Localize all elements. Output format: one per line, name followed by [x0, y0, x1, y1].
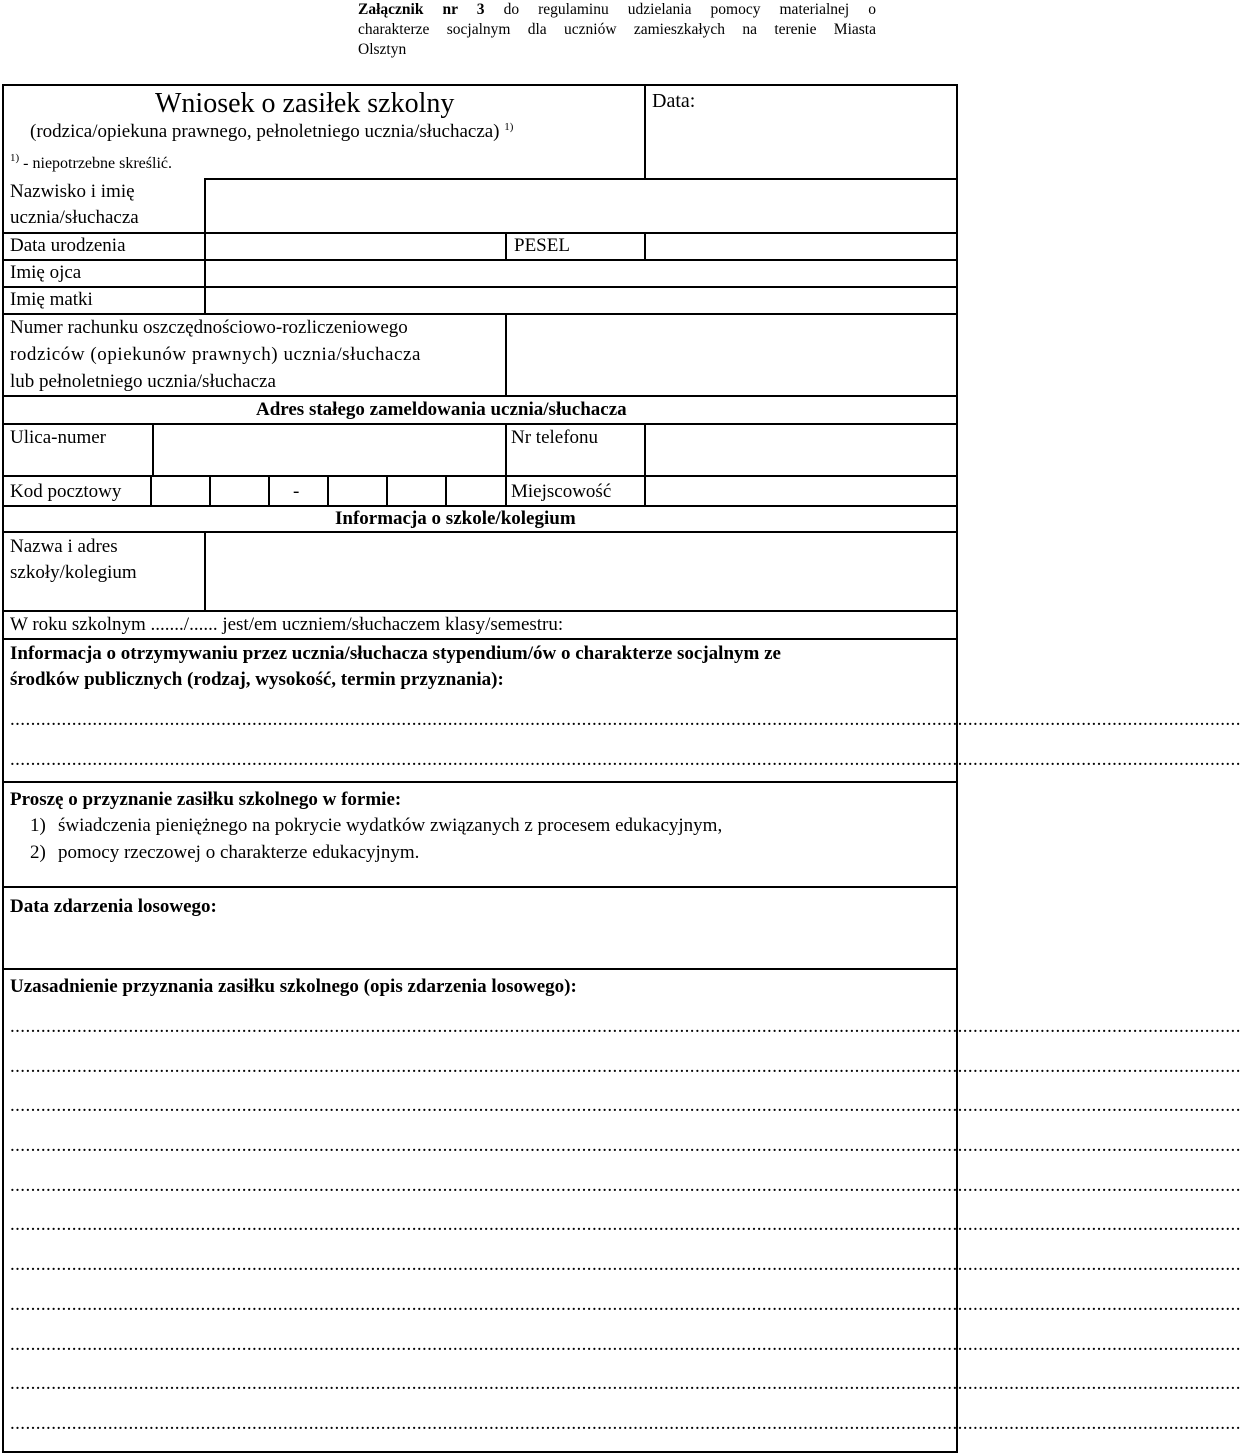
- justification-dotline-1: ...............................................................................................................................................................................................................................................: [10, 1016, 1241, 1037]
- father-label: Imię ojca: [10, 262, 82, 283]
- request-heading: Proszę o przyznanie zasiłku szkolnego w formie:: [10, 789, 402, 810]
- postal-box-5: [386, 475, 388, 506]
- school-row-top: [2, 531, 958, 533]
- school-year-line: W roku szkolnym ......./...... jest/em uczniem/słuchaczem klasy/semestru:: [10, 614, 564, 635]
- school-year-top: [2, 610, 958, 612]
- date-box-bottom: [644, 178, 958, 180]
- event-date-label: Data zdarzenia losowego:: [10, 896, 217, 917]
- option-1-text: świadczenia pieniężnego na pokrycie wydatków związanych z procesem edukacyjnym,: [58, 815, 723, 836]
- postal-box-3: [268, 475, 270, 506]
- pesel-right-divider: [644, 232, 646, 260]
- option-1-number: 1): [30, 815, 46, 836]
- event-date-top: [2, 886, 958, 888]
- date-label: Data:: [652, 90, 696, 112]
- attachment-header: [358, 0, 876, 60]
- school-label-1: Nazwa i adres: [10, 536, 118, 557]
- pesel-left-divider: [505, 232, 507, 260]
- request-top: [2, 781, 958, 783]
- stipend-top: [2, 638, 958, 640]
- school-label-2: szkoły/kolegium: [10, 562, 137, 583]
- phone-right-divider: [644, 423, 646, 476]
- street-row-top: [2, 423, 958, 425]
- postal-box-7: [505, 475, 507, 506]
- name-row-top: [204, 178, 646, 180]
- postal-label: Kod pocztowy: [10, 481, 122, 502]
- school-divider: [204, 531, 206, 611]
- postal-row-top: [2, 475, 958, 477]
- option-2-text: pomocy rzeczowej o charakterze edukacyjnym.: [58, 842, 420, 863]
- postal-box-6: [445, 475, 447, 506]
- frame-bottom: [2, 1451, 958, 1453]
- attachment-number: Załącznik nr 3: [358, 1, 485, 18]
- stipend-line-2: środków publicznych (rodzaj, wysokość, termin przyznania):: [10, 669, 504, 690]
- frame-left: [2, 84, 4, 1453]
- justification-top: [2, 968, 958, 970]
- stipend-dotline-1: ...............................................................................................................................................................................................................................................: [10, 709, 1241, 730]
- account-label-2: rodziców (opiekunów prawnych) ucznia/słuchacza: [10, 344, 421, 365]
- stipend-dotline-2: ...............................................................................................................................................................................................................................................: [10, 749, 1241, 770]
- justification-dotline-10: ...............................................................................................................................................................................................................................................: [10, 1373, 1241, 1394]
- justification-dotline-3: ...............................................................................................................................................................................................................................................: [10, 1095, 1241, 1116]
- account-row-top: [2, 313, 958, 315]
- header-line-3: Olsztyn: [358, 41, 407, 58]
- justification-dotline-6: ...............................................................................................................................................................................................................................................: [10, 1214, 1241, 1235]
- postal-box-1: [150, 475, 152, 506]
- date-box-divider: [644, 84, 646, 180]
- justification-heading: Uzasadnienie przyznania zasiłku szkolnego (opis zdarzenia losowego):: [10, 976, 577, 997]
- school-heading: Informacja o szkole/kolegium: [335, 508, 576, 529]
- header-line-2: charakterze socjalnym dla uczniów zamieszkałych na terenie Miasta: [358, 21, 876, 38]
- postal-box-4: [327, 475, 329, 506]
- header-line-1: do regulaminu udzielania pomocy materialnej o: [503, 1, 877, 18]
- address-heading: Adres stałego zameldowania ucznia/słuchacza: [256, 399, 627, 420]
- frame-top: [2, 84, 958, 86]
- form-subtitle: (rodzica/opiekuna prawnego, pełnoletniego ucznia/słuchacza) $^{1)}$: [30, 121, 514, 142]
- account-label-3: lub pełnoletniego ucznia/słuchacza: [10, 371, 276, 392]
- justification-dotline-5: ...............................................................................................................................................................................................................................................: [10, 1175, 1241, 1196]
- birth-date-label: Data urodzenia: [10, 235, 126, 256]
- mother-row-top: [2, 286, 958, 288]
- phone-label: Nr telefonu: [511, 427, 599, 448]
- justification-dotline-4: ...............................................................................................................................................................................................................................................: [10, 1135, 1241, 1156]
- label-column-divider: [204, 178, 206, 314]
- justification-dotline-7: ...............................................................................................................................................................................................................................................: [10, 1254, 1241, 1275]
- name-label-1: Nazwisko i imię: [10, 181, 135, 202]
- account-label-1: Numer rachunku oszczędnościowo-rozliczeniowego: [10, 317, 408, 338]
- pesel-label: PESEL: [514, 235, 570, 256]
- justification-dotline-8: ...............................................................................................................................................................................................................................................: [10, 1294, 1241, 1315]
- postal-dash: -: [293, 481, 300, 502]
- footnote: $^{1)}$ - niepotrzebne skreślić.: [10, 152, 172, 172]
- birth-row-top: [2, 232, 958, 234]
- school-heading-top: [2, 505, 958, 507]
- name-label-2: ucznia/słuchacza: [10, 207, 139, 228]
- city-divider: [644, 475, 646, 506]
- street-label: Ulica-numer: [10, 427, 107, 448]
- mother-label: Imię matki: [10, 289, 93, 310]
- justification-dotline-11: ...............................................................................................................................................................................................................................................: [10, 1413, 1241, 1434]
- street-divider: [152, 423, 154, 476]
- address-heading-top: [2, 395, 958, 397]
- account-divider: [505, 313, 507, 396]
- father-row-top: [2, 259, 958, 261]
- form-title: Wniosek o zasiłek szkolny: [155, 88, 455, 119]
- option-2-number: 2): [30, 842, 46, 863]
- justification-dotline-2: ...............................................................................................................................................................................................................................................: [10, 1056, 1241, 1077]
- justification-dotline-9: ...............................................................................................................................................................................................................................................: [10, 1334, 1241, 1355]
- postal-box-2: [209, 475, 211, 506]
- city-label: Miejscowość: [511, 481, 612, 502]
- stipend-line-1: Informacja o otrzymywaniu przez ucznia/słuchacza stypendium/ów o charakterze socjalnym ze: [10, 643, 781, 664]
- phone-left-divider: [505, 423, 507, 476]
